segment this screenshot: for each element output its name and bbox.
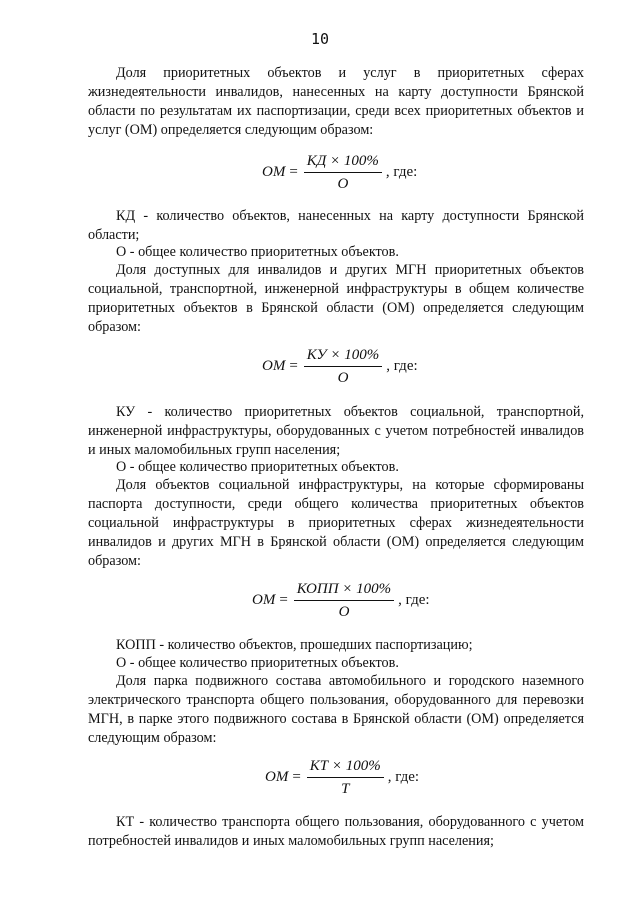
formula-denominator: Т bbox=[341, 781, 350, 797]
definition-kd: КД - количество объектов, нанесенных на карту доступности Брянской области; bbox=[88, 208, 584, 243]
formula-numerator: КТ × 100% bbox=[307, 757, 384, 778]
formula-om-kt bbox=[265, 757, 419, 798]
paragraph-om-transport-share: Доля парка подвижного состава автомобильного и городского наземного электрического транспорта общего пользования, оборудованного для перевозки МГН, в парке этого подвижного состава в Брянской области (ОМ) определяется следующим образом: bbox=[88, 673, 584, 746]
formula-tail: , где: bbox=[387, 769, 420, 785]
formula-lhs: ОМ bbox=[265, 769, 289, 785]
formula-equals: = bbox=[289, 358, 298, 374]
formula-om-ku bbox=[262, 346, 418, 387]
definition-kt: КТ - количество транспорта общего пользования, оборудованного с учетом потребностей инвалидов и иных маломобильных групп населения; bbox=[88, 814, 584, 849]
formula-denominator: О bbox=[337, 370, 349, 386]
formula-denominator: О bbox=[337, 176, 349, 192]
formula-numerator: КУ × 100% bbox=[304, 346, 382, 367]
formula-tail: , где: bbox=[386, 358, 418, 374]
paragraph-om-accessible-share: Доля доступных для инвалидов и других МГН приоритетных объектов социальной, транспортной, инженерной инфраструктуры в общем количестве приоритетных объектов в Брянской области (ОМ) определяется следующим образом: bbox=[88, 262, 584, 335]
formula-denominator: О bbox=[338, 604, 350, 620]
paragraph-om-passport-share: Доля объектов социальной инфраструктуры, на которые сформированы паспорта доступности, среди общего количества приоритетных объектов социальной инфраструктуры в приоритетных сферах жизнедеятельности инвалидов и других МГН в Брянской области (ОМ) определяется следующим образом: bbox=[88, 477, 584, 569]
formula-fraction bbox=[304, 346, 382, 387]
definition-o: О - общее количество приоритетных объектов. bbox=[116, 655, 399, 671]
formula-lhs: ОМ bbox=[262, 164, 286, 180]
formula-tail: , где: bbox=[398, 592, 430, 608]
formula-numerator: КД × 100% bbox=[304, 152, 382, 173]
definition-o: О - общее количество приоритетных объектов. bbox=[116, 244, 399, 260]
paragraph-om-map-share: Доля приоритетных объектов и услуг в приоритетных сферах жизнедеятельности инвалидов, нанесенных на карту доступности Брянской области по результатам их паспортизации, среди всех приоритетных объектов и услуг (ОМ) определяется следующим образом: bbox=[88, 65, 584, 138]
formula-fraction bbox=[304, 152, 382, 193]
page-number: 10 bbox=[310, 30, 330, 48]
formula-equals: = bbox=[289, 164, 298, 180]
formula-tail: , где: bbox=[385, 164, 418, 180]
formula-equals: = bbox=[292, 769, 301, 785]
formula-equals: = bbox=[279, 592, 288, 608]
formula-om-kopp bbox=[252, 580, 430, 621]
formula-lhs: ОМ bbox=[262, 358, 286, 374]
formula-numerator: КОПП × 100% bbox=[294, 580, 394, 601]
formula-lhs: ОМ bbox=[252, 592, 276, 608]
formula-fraction bbox=[307, 757, 384, 798]
definition-ku: КУ - количество приоритетных объектов социальной, транспортной, инженерной инфраструктуры, оборудованных с учетом потребностей инвалидов и иных маломобильных групп населения; bbox=[88, 404, 584, 458]
formula-fraction bbox=[294, 580, 394, 621]
definition-o: О - общее количество приоритетных объектов. bbox=[116, 459, 399, 475]
formula-om-kd bbox=[262, 152, 417, 193]
definition-kopp: КОПП - количество объектов, прошедших паспортизацию; bbox=[116, 637, 473, 653]
